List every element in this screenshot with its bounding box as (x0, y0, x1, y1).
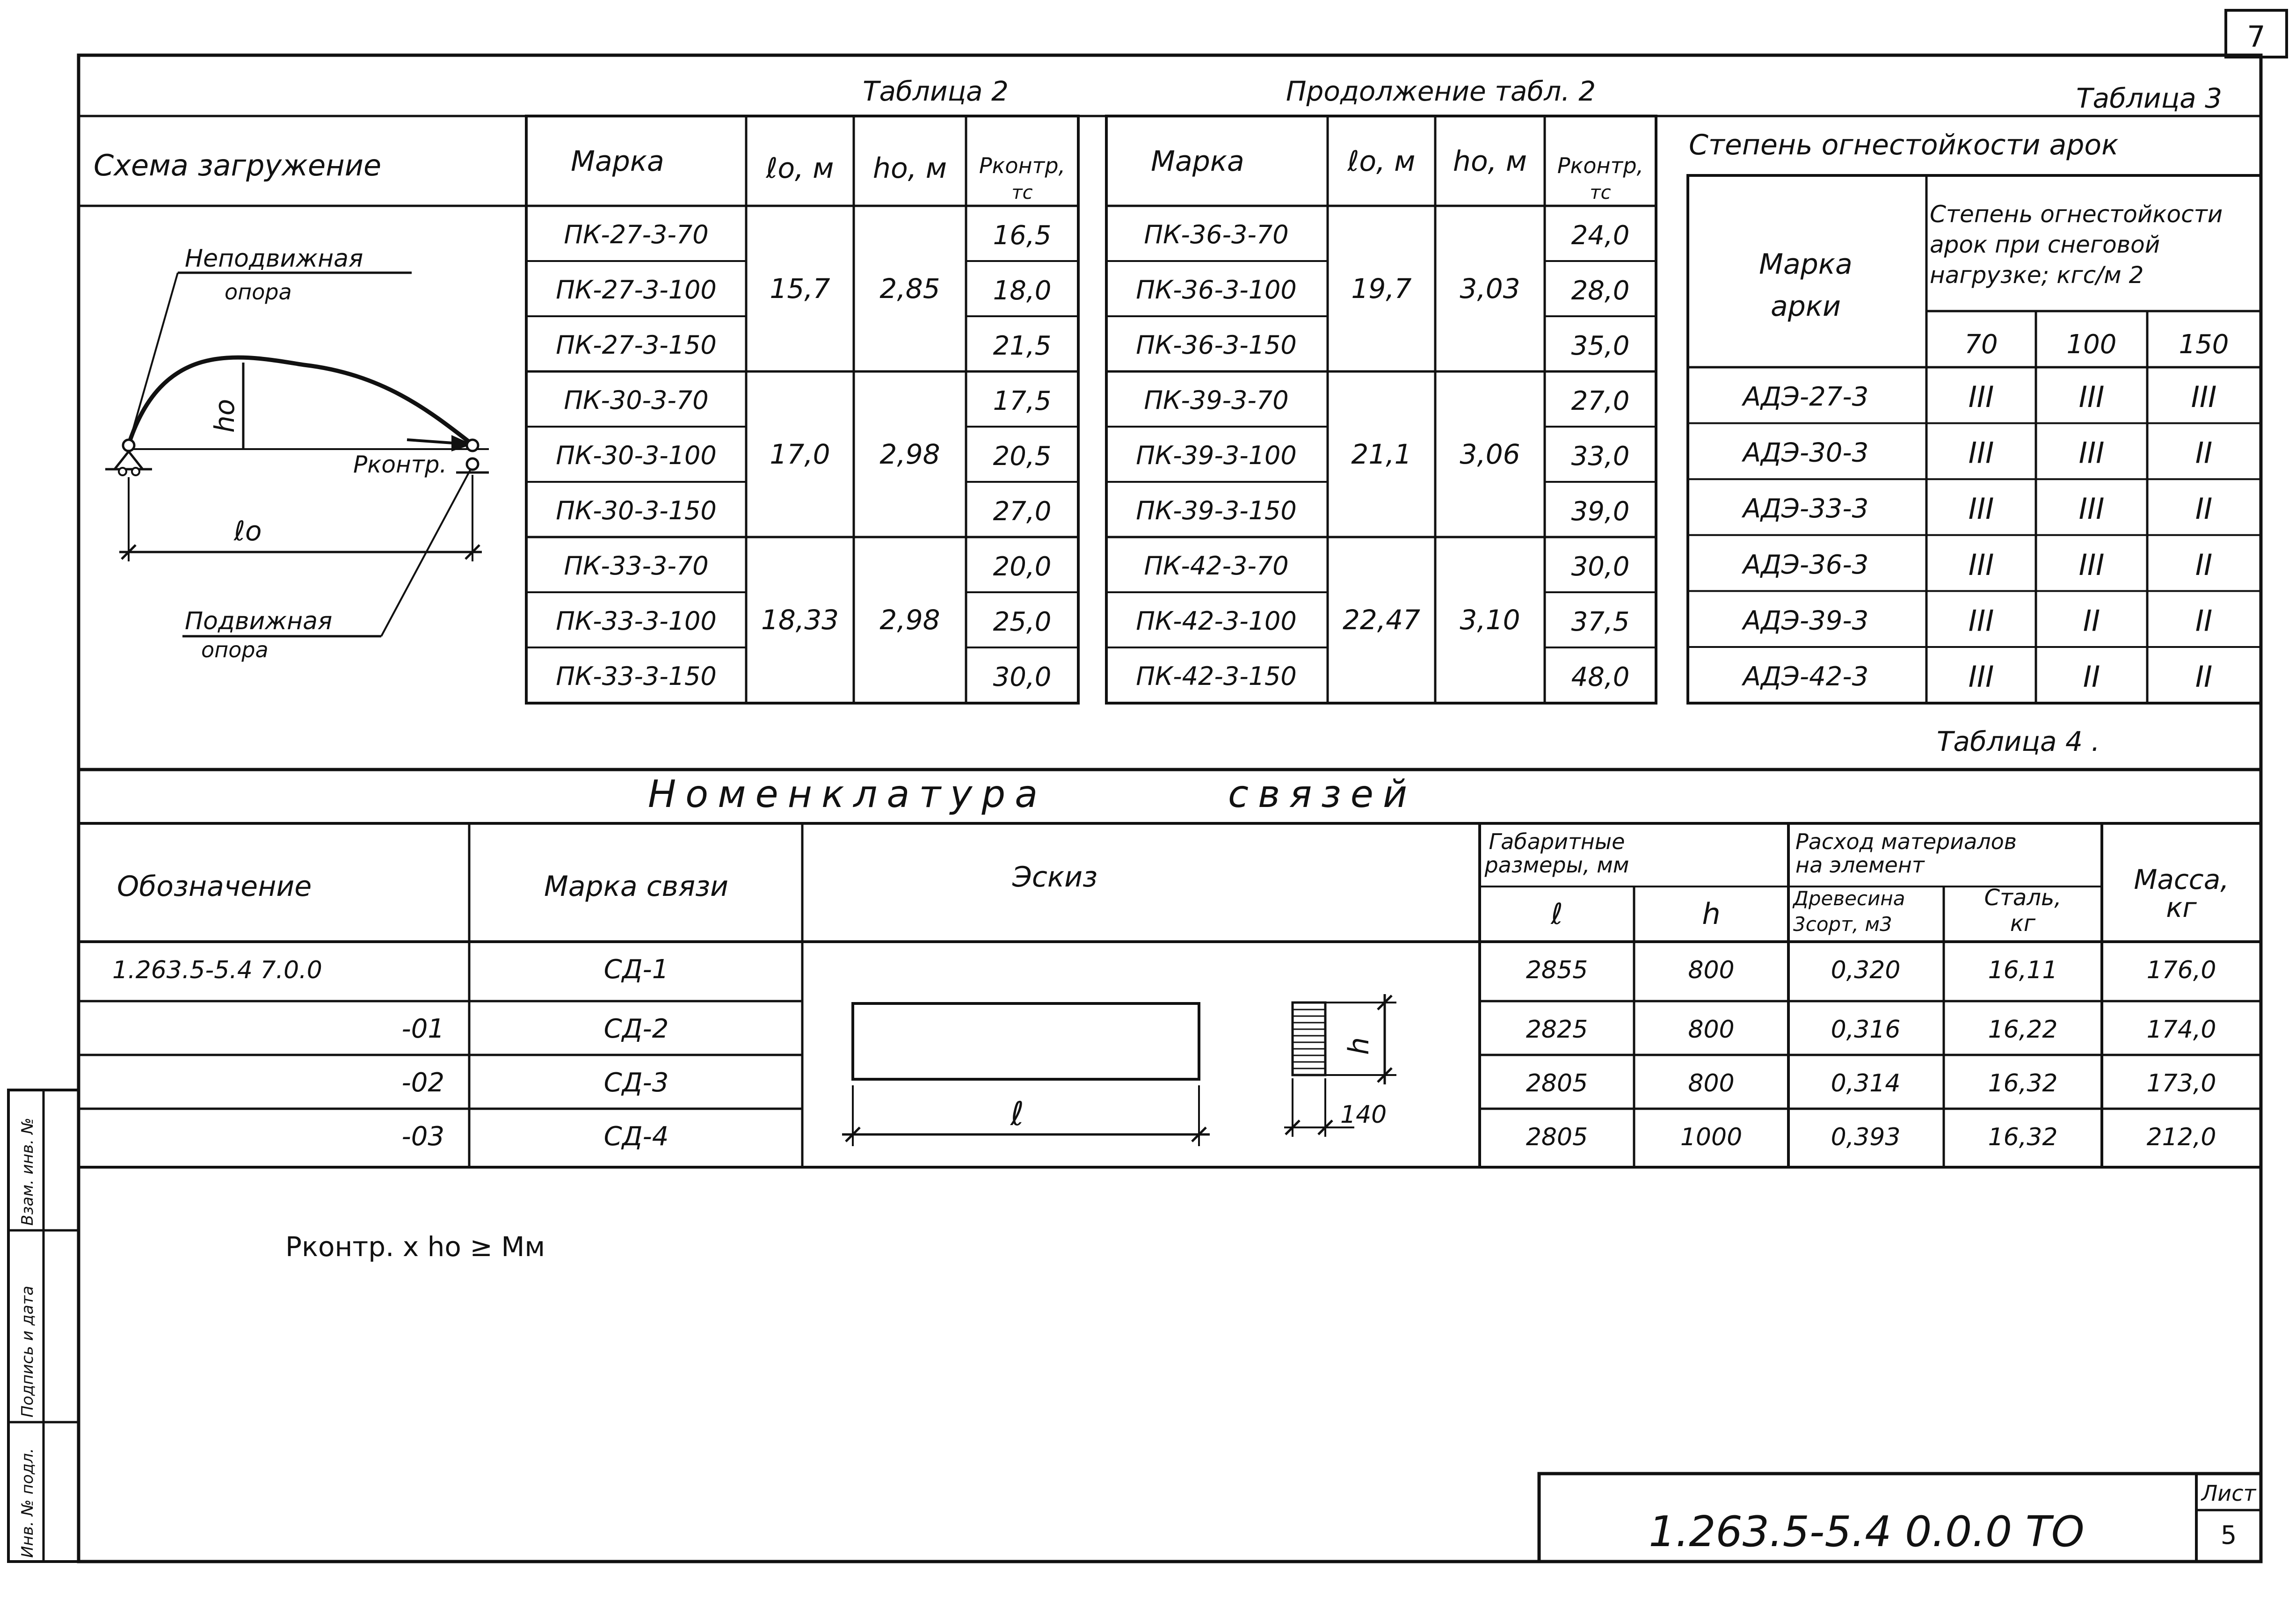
h0-label: ho (209, 399, 240, 433)
brace-elevation (853, 1003, 1199, 1079)
height-cell: 1000 (1680, 1123, 1743, 1151)
mark-cell: ПК-39-3-150 (1136, 496, 1297, 525)
steel-cell: 16,11 (1988, 956, 2058, 984)
height-cell: 800 (1688, 1016, 1735, 1044)
table2-header-p: Pконтр, (979, 153, 1066, 178)
h0-value: 2,98 (879, 438, 940, 470)
height-cell: 800 (1688, 1069, 1735, 1097)
table3-load-150: 150 (2179, 329, 2229, 360)
table3-header-mark-2: арки (1770, 290, 1841, 323)
fire-degree-70: III (1968, 603, 1994, 638)
fire-degree-70: III (1968, 547, 1994, 582)
l0-value: 18,33 (761, 604, 839, 636)
table4-header-dims-2: размеры, мм (1484, 852, 1629, 878)
fire-degree-150: II (2195, 603, 2213, 638)
l0-label: ℓo (234, 515, 262, 547)
mark-cell: ПК-39-3-100 (1136, 441, 1297, 470)
designation-cell: -02 (401, 1068, 444, 1098)
table4-header-brace-mark: Марка связи (544, 870, 729, 903)
steel-cell: 16,22 (1988, 1016, 2058, 1044)
mass-cell: 176,0 (2146, 956, 2216, 984)
mark-cell: ПК-27-3-100 (556, 275, 717, 305)
mark-cell: ПК-42-3-70 (1144, 551, 1289, 581)
table4-header-dims-1: Габаритные (1489, 829, 1625, 854)
fire-degree-100: II (2083, 660, 2100, 694)
p-cell: 35,0 (1571, 331, 1630, 361)
sheet-number: 5 (2220, 1520, 2237, 1550)
p-cell: 39,0 (1571, 496, 1630, 527)
table3-header-degree-1: Степень огнестойкости (1930, 201, 2223, 228)
brace-section (1293, 1003, 1325, 1075)
table4-header-dim-h: h (1702, 897, 1721, 931)
table4-header-designation: Обозначение (117, 870, 312, 903)
arch-mark-cell: АДЭ-36-3 (1743, 549, 1869, 580)
table3-header-degree-2: арок при снеговой (1930, 231, 2160, 258)
mark-cell: ПК-27-3-150 (556, 330, 717, 360)
wood-cell: 0,314 (1831, 1069, 1901, 1097)
table2c-header-p-unit: тс (1590, 182, 1611, 203)
p-cell: 21,5 (993, 331, 1052, 361)
table2c-header-l0: ℓo, м (1347, 145, 1416, 178)
l0-value: 19,7 (1351, 273, 1412, 305)
height-cell: 800 (1688, 956, 1735, 984)
brace-mark-cell: СД-1 (603, 954, 669, 985)
table4-header-wood-2: 3сорт, м3 (1793, 913, 1892, 936)
movable-support-hinge (467, 440, 478, 451)
l0-value: 22,47 (1342, 604, 1421, 636)
fire-degree-70: III (1968, 380, 1994, 414)
arch-mark-cell: АДЭ-27-3 (1743, 382, 1869, 412)
steel-cell: 16,32 (1988, 1123, 2058, 1151)
table4-header-dim-l: ℓ (1551, 897, 1563, 931)
fire-degree-100: III (2078, 547, 2105, 582)
fire-degree-150: II (2195, 547, 2213, 582)
document-code: 1.263.5-5.4 0.0.0 ТО (1649, 1507, 2085, 1556)
p-cell: 24,0 (1571, 220, 1630, 251)
table2c-header-p: Pконтр, (1557, 153, 1644, 178)
table2-continuation (1106, 116, 1656, 703)
fire-degree-150: III (2191, 380, 2217, 414)
table2-title: Таблица 2 (863, 75, 1009, 107)
sketch-l-label: ℓ (1010, 1095, 1024, 1133)
table4-header-material-1: Расход материалов (1795, 829, 2017, 854)
table2-header-p-unit: тс (1011, 182, 1033, 203)
arch-diagram (105, 245, 489, 662)
wood-cell: 0,316 (1831, 1016, 1901, 1044)
p-cell: 20,5 (993, 441, 1052, 472)
p-cell: 16,5 (993, 220, 1052, 251)
mark-cell: ПК-36-3-150 (1136, 330, 1297, 360)
table4-heading-1: Номенклатура (648, 772, 1047, 816)
l0-value: 15,7 (770, 273, 830, 305)
fire-degree-150: II (2195, 660, 2213, 694)
table3-subtitle: Степень огнестойкости арок (1689, 129, 2119, 161)
table2c-header-h0: ho, м (1453, 145, 1527, 178)
fire-degree-100: III (2078, 492, 2105, 526)
table2-header-h0: ho, м (872, 152, 947, 185)
movable-support-label-2: опора (201, 637, 269, 662)
length-cell: 2805 (1526, 1069, 1588, 1097)
table4-header-mass-1: Масса, (2134, 864, 2229, 895)
table2 (526, 116, 1078, 703)
stamp-replaced-inv: Взам. инв. № (18, 1118, 37, 1226)
arch-mark-cell: АДЭ-39-3 (1743, 605, 1869, 636)
l0-value: 21,1 (1351, 438, 1412, 470)
designation-cell: 1.263.5-5.4 7.0.0 (112, 956, 322, 984)
arch-mark-cell: АДЭ-42-3 (1743, 661, 1869, 692)
length-cell: 2855 (1526, 956, 1588, 984)
p-cell: 25,0 (993, 607, 1052, 637)
p-cell: 28,0 (1571, 276, 1630, 306)
p-cell: 30,0 (1571, 552, 1630, 582)
table3-load-70: 70 (1964, 329, 1998, 360)
fire-degree-100: III (2078, 380, 2105, 414)
fire-degree-150: II (2195, 436, 2213, 470)
table2-header-mark: Марка (571, 145, 664, 178)
mark-cell: ПК-39-3-70 (1144, 385, 1289, 415)
mark-cell: ПК-30-3-70 (564, 385, 709, 415)
title-block (1539, 1474, 2261, 1562)
h0-value: 3,10 (1460, 604, 1520, 636)
table4-header-material-2: на элемент (1795, 852, 1925, 878)
table4-header-steel-2: кг (2010, 910, 2036, 937)
fixed-support-hinge (123, 440, 134, 451)
table4-header-mass-2: кг (2166, 892, 2197, 923)
l0-value: 17,0 (770, 438, 830, 470)
designation-cell: -01 (401, 1014, 444, 1044)
wood-cell: 0,393 (1831, 1123, 1901, 1151)
table3-header-degree-3: нагрузке; кгс/м 2 (1930, 262, 2144, 289)
mark-cell: ПК-33-3-100 (556, 606, 717, 636)
brace-sketch (842, 994, 1396, 1146)
p-cell: 27,0 (1571, 386, 1630, 416)
p-cell: 20,0 (993, 552, 1052, 582)
p-control-label: Pконтр. (353, 451, 447, 478)
p-cell: 27,0 (993, 496, 1052, 527)
fire-degree-70: III (1968, 436, 1994, 470)
movable-support-label: Подвижная (185, 607, 333, 635)
p-cell: 48,0 (1571, 662, 1630, 692)
mark-cell: ПК-42-3-100 (1136, 606, 1297, 636)
mark-cell: ПК-33-3-150 (556, 661, 717, 691)
brace-mark-cell: СД-4 (603, 1121, 669, 1152)
p-cell: 17,5 (993, 386, 1052, 416)
fire-degree-100: II (2083, 603, 2100, 638)
wood-cell: 0,320 (1831, 956, 1901, 984)
mass-cell: 173,0 (2146, 1069, 2216, 1097)
length-cell: 2825 (1526, 1016, 1588, 1044)
fire-degree-70: III (1968, 492, 1994, 526)
table3 (1688, 129, 2261, 703)
table3-load-100: 100 (2066, 329, 2117, 360)
table4-header-wood-1: Древесина (1793, 887, 1905, 910)
mark-cell: ПК-30-3-150 (556, 496, 717, 525)
table4-title: Таблица 4 . (1937, 726, 2100, 757)
mark-cell: ПК-36-3-70 (1144, 220, 1289, 249)
mark-cell: ПК-36-3-100 (1136, 275, 1297, 305)
fixed-support-label-2: опора (225, 279, 292, 305)
table3-title: Таблица 3 (2076, 82, 2222, 114)
table4 (79, 772, 2261, 1167)
h0-value: 3,03 (1460, 273, 1520, 305)
sketch-h-label: h (1343, 1037, 1375, 1055)
fixed-support-label: Неподвижная (185, 245, 363, 273)
page-number: 7 (2247, 20, 2266, 54)
side-stamp (8, 1090, 79, 1562)
arch-mark-cell: АДЭ-30-3 (1743, 437, 1869, 468)
table4-heading-2: связей (1228, 772, 1417, 816)
table2-cont-title: Продолжение табл. 2 (1286, 75, 1596, 107)
table2c-header-mark: Марка (1151, 145, 1244, 178)
formula: Pконтр. x ho ≥ Mм (285, 1231, 545, 1263)
sketch-width-label: 140 (1340, 1101, 1387, 1129)
stamp-inv-no: Инв. № подл. (18, 1448, 37, 1558)
mass-cell: 212,0 (2146, 1123, 2216, 1151)
h0-value: 2,98 (879, 604, 940, 636)
p-cell: 18,0 (993, 276, 1052, 306)
length-cell: 2805 (1526, 1123, 1588, 1151)
table2-header-l0: ℓo, м (766, 152, 834, 185)
table4-header-steel-1: Сталь, (1984, 885, 2062, 911)
h0-value: 2,85 (879, 273, 940, 305)
mark-cell: ПК-30-3-100 (556, 441, 717, 470)
mark-cell: ПК-42-3-150 (1136, 661, 1297, 691)
stamp-signature-date: Подпись и дата (18, 1286, 37, 1417)
mark-cell: ПК-27-3-70 (564, 220, 709, 249)
arch-mark-cell: АДЭ-33-3 (1743, 494, 1869, 524)
p-cell: 37,5 (1571, 607, 1630, 637)
sheet-label: Лист (2201, 1481, 2256, 1506)
brace-mark-cell: СД-3 (603, 1068, 669, 1098)
brace-mark-cell: СД-2 (603, 1014, 669, 1044)
scheme-header: Схема загружение (94, 148, 382, 182)
table3-header-mark-1: Марка (1759, 248, 1853, 281)
mass-cell: 174,0 (2146, 1016, 2216, 1044)
p-cell: 33,0 (1571, 441, 1630, 472)
fire-degree-150: II (2195, 492, 2213, 526)
p-cell: 30,0 (993, 662, 1052, 692)
fire-degree-70: III (1968, 660, 1994, 694)
h0-value: 3,06 (1460, 438, 1520, 470)
designation-cell: -03 (401, 1121, 444, 1152)
arch-curve (129, 357, 472, 444)
table4-header-sketch: Эскиз (1012, 861, 1098, 894)
fire-degree-100: III (2078, 436, 2105, 470)
steel-cell: 16,32 (1988, 1069, 2058, 1097)
mark-cell: ПК-33-3-70 (564, 551, 709, 581)
